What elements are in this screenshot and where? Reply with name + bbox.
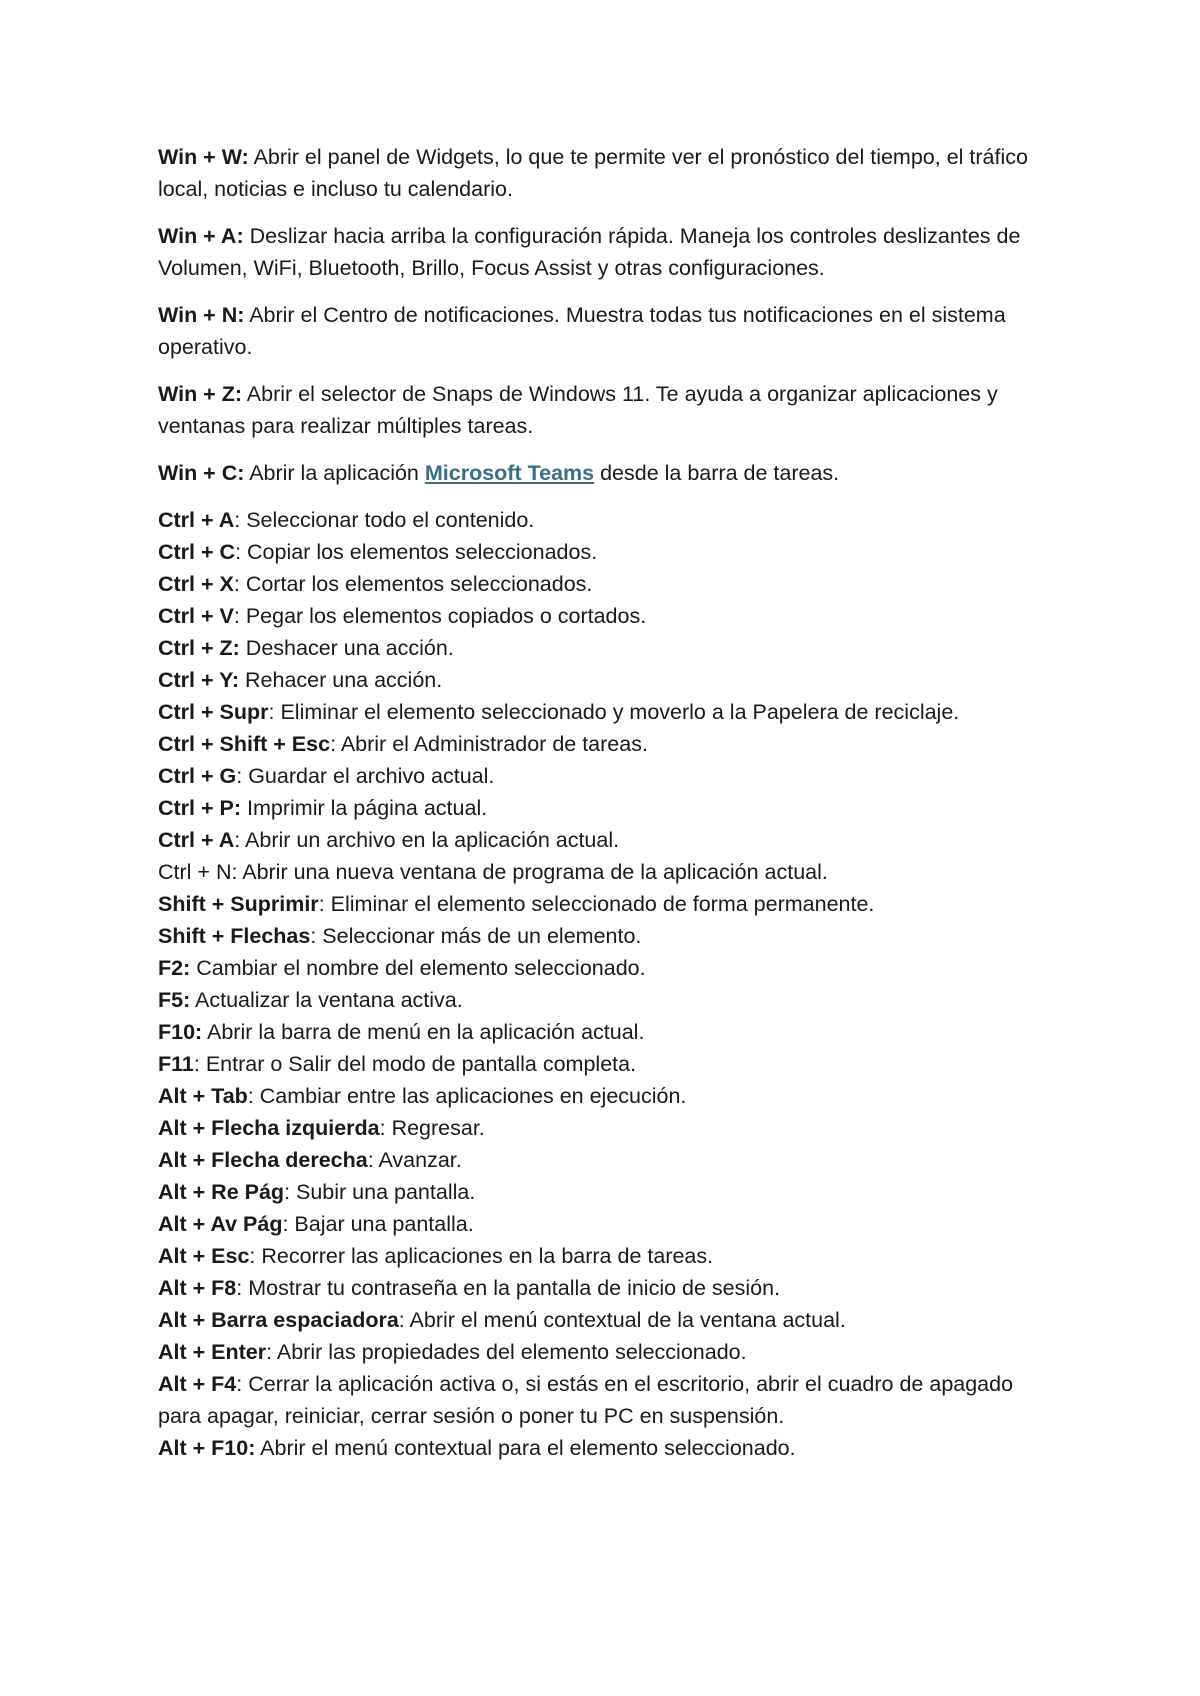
shortcut-key: Ctrl + P:: [158, 796, 242, 820]
shortcut-key: Ctrl + A: [158, 508, 235, 532]
shortcut-description: : Mostrar tu contraseña en la pantalla de inicio de sesión.: [236, 1276, 781, 1300]
list-item: [158, 600, 1058, 632]
list-item: [158, 888, 1058, 920]
shortcut-description: : Eliminar el elemento seleccionado y moverlo a la Papelera de reciclaje.: [268, 700, 960, 724]
shortcut-key: Alt + Flecha izquierda: [158, 1116, 380, 1140]
shortcut-key: Ctrl + Supr: [158, 700, 269, 724]
shortcut-key: Win + C:: [158, 461, 245, 485]
list-item: [158, 1144, 1058, 1176]
list-item: [158, 536, 1058, 568]
shortcut-key: Alt + Av Pág: [158, 1212, 283, 1236]
paragraph-win-c: [158, 457, 1058, 489]
list-item: [158, 1272, 1058, 1304]
shortcut-description: Abrir el menú contextual para el elemento seleccionado.: [255, 1436, 796, 1460]
shortcut-key: Win + Z:: [158, 382, 243, 406]
shortcut-key: Win + N:: [158, 303, 245, 327]
shortcut-description: : Bajar una pantalla.: [282, 1212, 474, 1236]
list-item: [158, 1176, 1058, 1208]
list-item: [158, 1208, 1058, 1240]
list-item: [158, 568, 1058, 600]
list-item: [158, 920, 1058, 952]
shortcut-description: : Cerrar la aplicación activa o, si estás en el escritorio, abrir el cuadro de apagado para apagar, reiniciar, cerrar sesión o poner tu PC en suspensión.: [158, 1372, 1014, 1428]
document-body: [158, 141, 1058, 1464]
shortcut-description-end: desde la barra de tareas.: [594, 461, 840, 485]
shortcut-description: : Cambiar entre las aplicaciones en ejecución.: [247, 1084, 687, 1108]
shortcut-key: Ctrl + C: [158, 540, 236, 564]
shortcut-description: : Recorrer las aplicaciones en la barra de tareas.: [249, 1244, 714, 1268]
shortcut-description: : Seleccionar todo el contenido.: [234, 508, 535, 532]
list-item: [158, 824, 1058, 856]
shortcut-key: Ctrl + Shift + Esc: [158, 732, 331, 756]
list-item: [158, 792, 1058, 824]
shortcut-description: : Copiar los elementos seleccionados.: [235, 540, 598, 564]
list-item: [158, 664, 1058, 696]
shortcut-description: : Seleccionar más de un elemento.: [310, 924, 642, 948]
list-item: [158, 728, 1058, 760]
shortcut-description: : Subir una pantalla.: [284, 1180, 476, 1204]
shortcut-description: : Abrir las propiedades del elemento seleccionado.: [266, 1340, 747, 1364]
shortcut-key: Ctrl + Y:: [158, 668, 240, 692]
list-item: [158, 952, 1058, 984]
shortcut-description: : Abrir un archivo en la aplicación actual.: [234, 828, 620, 852]
shortcut-key: Alt + Flecha derecha: [158, 1148, 368, 1172]
shortcut-description: Deshacer una acción.: [239, 636, 454, 660]
shortcut-key: Ctrl + X: [158, 572, 234, 596]
list-item: [158, 856, 1058, 888]
shortcut-key: Alt + Re Pág: [158, 1180, 285, 1204]
shortcut-description: : Abrir el menú contextual de la ventana actual.: [398, 1308, 846, 1332]
shortcut-key: Ctrl + G: [158, 764, 237, 788]
list-item: [158, 1048, 1058, 1080]
shortcut-description: : Eliminar el elemento seleccionado de forma permanente.: [318, 892, 875, 916]
shortcut-description: Ctrl + N: Abrir una nueva ventana de programa de la aplicación actual.: [158, 860, 828, 884]
list-item: [158, 1432, 1058, 1464]
shortcut-description: : Cortar los elementos seleccionados.: [233, 572, 593, 596]
list-item: [158, 1240, 1058, 1272]
shortcut-description: Abrir el Centro de notificaciones. Muestra todas tus notificaciones en el sistema operativo.: [158, 303, 1006, 359]
shortcut-description: Abrir la barra de menú en la aplicación actual.: [202, 1020, 645, 1044]
paragraph-win-w: [158, 141, 1058, 205]
list-item: [158, 1336, 1058, 1368]
shortcut-description: : Abrir el Administrador de tareas.: [330, 732, 648, 756]
shortcut-key: Alt + Tab: [158, 1084, 248, 1108]
shortcut-key: Ctrl + Z:: [158, 636, 240, 660]
shortcut-key: Shift + Flechas: [158, 924, 311, 948]
microsoft-teams-link[interactable]: Microsoft Teams: [424, 461, 595, 485]
shortcut-description: : Guardar el archivo actual.: [236, 764, 495, 788]
list-item: [158, 504, 1058, 536]
shortcut-description: : Avanzar.: [367, 1148, 462, 1172]
shortcut-key: Alt + Enter: [158, 1340, 267, 1364]
list-item: [158, 1080, 1058, 1112]
shortcut-key: F11: [158, 1052, 194, 1076]
shortcut-description: : Entrar o Salir del modo de pantalla completa.: [193, 1052, 637, 1076]
shortcut-key: Shift + Suprimir: [158, 892, 319, 916]
shortcut-description: Abrir el panel de Widgets, lo que te permite ver el pronóstico del tiempo, el tráfico local, noticias e incluso tu calendario.: [158, 145, 1028, 201]
list-item: [158, 1368, 1058, 1432]
list-item: [158, 632, 1058, 664]
list-item: [158, 696, 1058, 728]
paragraph-win-n: [158, 299, 1058, 363]
paragraph-win-z: [158, 378, 1058, 442]
shortcut-description: Cambiar el nombre del elemento seleccionado.: [190, 956, 646, 980]
shortcut-key: Alt + Esc: [158, 1244, 250, 1268]
shortcut-key: F2:: [158, 956, 191, 980]
shortcut-description: Imprimir la página actual.: [241, 796, 488, 820]
paragraph-win-a: [158, 220, 1058, 284]
list-item: [158, 1304, 1058, 1336]
list-item: [158, 1112, 1058, 1144]
list-item: [158, 760, 1058, 792]
shortcut-key: Win + W:: [158, 145, 249, 169]
shortcut-key: F10:: [158, 1020, 203, 1044]
shortcut-description: Rehacer una acción.: [239, 668, 443, 692]
shortcut-key: Ctrl + A: [158, 828, 235, 852]
shortcut-key: Alt + F4: [158, 1372, 237, 1396]
shortcut-description: : Regresar.: [379, 1116, 485, 1140]
shortcut-list: [158, 504, 1058, 1464]
shortcut-key: Alt + F8: [158, 1276, 237, 1300]
shortcut-description: Abrir el selector de Snaps de Windows 11. Te ayuda a organizar aplicaciones y ventanas para realizar múltiples tareas.: [158, 382, 998, 438]
shortcut-description: Deslizar hacia arriba la configuración rápida. Maneja los controles deslizantes de Volumen, WiFi, Bluetooth, Brillo, Focus Assist y otras configuraciones.: [158, 224, 1021, 280]
shortcut-key: Alt + F10:: [158, 1436, 256, 1460]
list-item: [158, 984, 1058, 1016]
shortcut-key: Ctrl + V: [158, 604, 234, 628]
shortcut-description: Actualizar la ventana activa.: [190, 988, 463, 1012]
shortcut-key: Win + A:: [158, 224, 244, 248]
list-item: [158, 1016, 1058, 1048]
shortcut-key: Alt + Barra espaciadora: [158, 1308, 399, 1332]
shortcut-key: F5:: [158, 988, 191, 1012]
shortcut-description: Abrir la aplicación: [244, 461, 425, 485]
shortcut-description: : Pegar los elementos copiados o cortados.: [233, 604, 647, 628]
